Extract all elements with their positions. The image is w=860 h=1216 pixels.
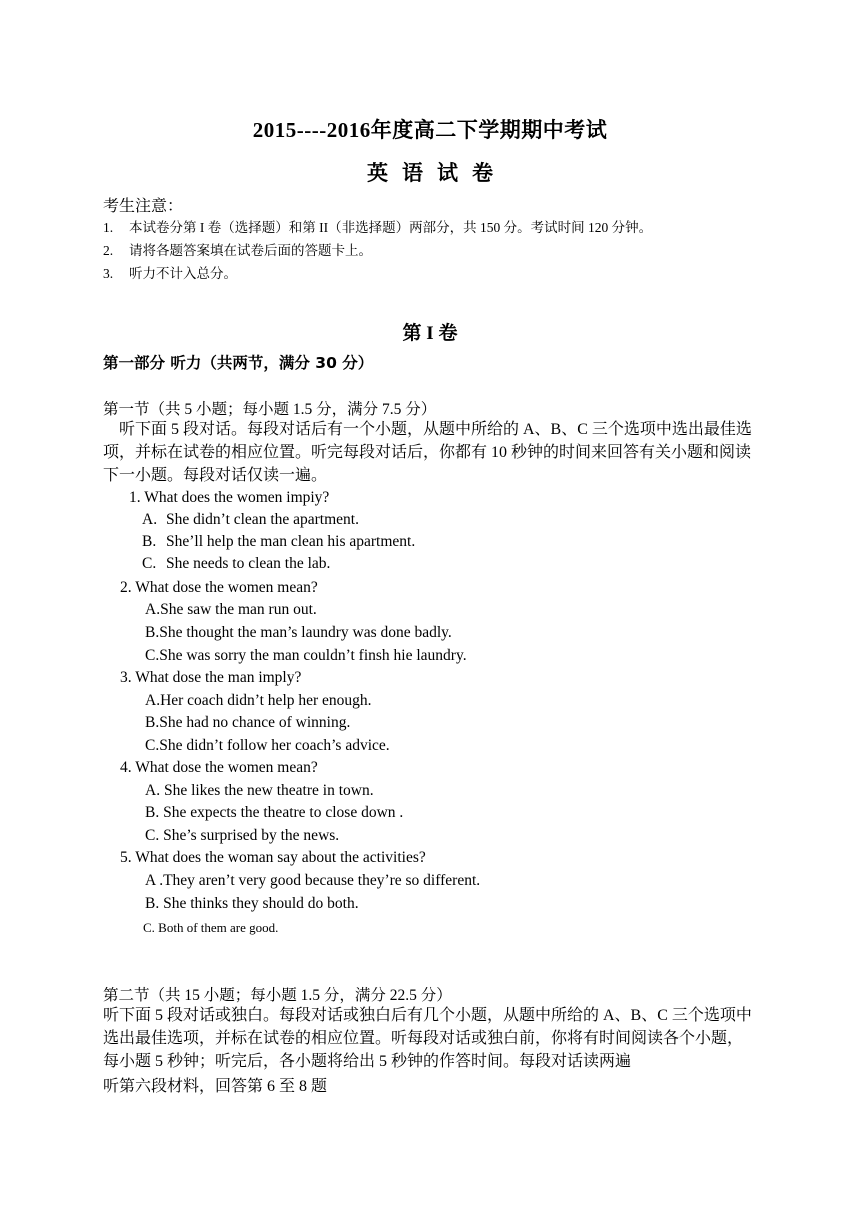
notice-item-text: 请将各题答案填在试卷后面的答题卡上。 [129,243,372,258]
exam-subtitle: 英语试卷 [367,161,507,185]
question-5-option-b: B. She thinks they should do both. [145,895,359,912]
notice-item [103,264,652,287]
question-3-option-b: B.She had no chance of winning. [145,714,351,731]
notice-item-text: 本试卷分第 I 卷（选择题）和第 II（非选择题）两部分，共 150 分。考试时间 120 分钟。 [129,220,653,235]
section2-material-note: 听第六段材料，回答第 6 至 8 题 [103,1078,328,1095]
question-2-option-b: B.She thought the man’s laundry was done badly. [145,624,452,641]
notice-heading: 考生注意： [103,198,184,215]
exam-title: 2015----2016年度高二下学期期中考试 [252,118,608,142]
question-1-option-b [142,533,415,551]
section1-heading: 第一节（共 5 小题；每小题 1.5 分，满分 7.5 分） [103,401,437,418]
question-5-option-a: A .They aren’t very good because they’re so different. [145,872,481,889]
notice-list [103,218,652,287]
question-3-option-c: C.She didn’t follow her coach’s advice. [145,737,390,754]
question-3-option-a: A.Her coach didn’t help her enough. [145,692,372,709]
question-4-option-b: B. She expects the theatre to close down . [145,804,404,821]
option-text: She’ll help the man clean his apartment. [166,533,416,550]
section2-instructions: 听下面 5 段对话或独白。每段对话或独白后有几个小题，从题中所给的 A、B、C 三个选项中选出最佳选项，并标在试卷的相应位置。听每段对话或独白前，你将有时间阅读各个小题，每小题 5 秒钟；听完后，各小题将给出 5 秒钟的作答时间。每段对话读两遍 [103,1007,752,1070]
question-2-stem: 2. What dose the women mean? [120,579,318,596]
question-1-option-a [142,511,359,529]
notice-item [103,218,652,241]
section2-heading: 第二节（共 15 小题；每小题 1.5 分，满分 22.5 分） [103,987,452,1004]
question-4-stem: 4. What dose the women mean? [120,759,318,776]
question-5-stem: 5. What does the woman say about the activities? [120,849,426,866]
question-3-stem: 3. What dose the man imply? [120,669,302,686]
question-4-option-a: A. She likes the new theatre in town. [145,782,374,799]
option-letter: C. [142,555,157,572]
volume-title: 第 I 卷 [402,323,458,344]
option-text: She didn’t clean the apartment. [166,511,359,528]
notice-item [103,241,652,264]
notice-item-number: 3. [103,266,114,281]
part1-title: 第一部分 听力（共两节，满分 30 分） [103,354,374,372]
question-5-option-c: C. Both of them are good. [143,920,279,935]
option-letter: B. [142,533,157,550]
notice-item-number: 2. [103,243,114,258]
option-letter: A. [142,511,158,528]
notice-item-text: 听力不计入总分。 [129,266,237,281]
notice-item-number: 1. [103,220,114,235]
question-4-option-c: C. She’s surprised by the news. [145,827,340,844]
question-2-option-c: C.She was sorry the man couldn’t finsh hie laundry. [145,647,467,664]
option-text: She needs to clean the lab. [166,555,331,572]
question-1-stem: 1. What does the women impiy? [129,489,330,506]
question-2-option-a: A.She saw the man run out. [145,601,317,618]
section1-instructions: 听下面 5 段对话。每段对话后有一个小题，从题中所给的 A、B、C 三个选项中选出最佳选项，并标在试卷的相应位置。听完每段对话后，你都有 10 秒钟的时间来回答有关小题和阅读下一小题。每段对话仅读一遍。 [103,421,752,484]
question-1-option-c [142,555,330,573]
